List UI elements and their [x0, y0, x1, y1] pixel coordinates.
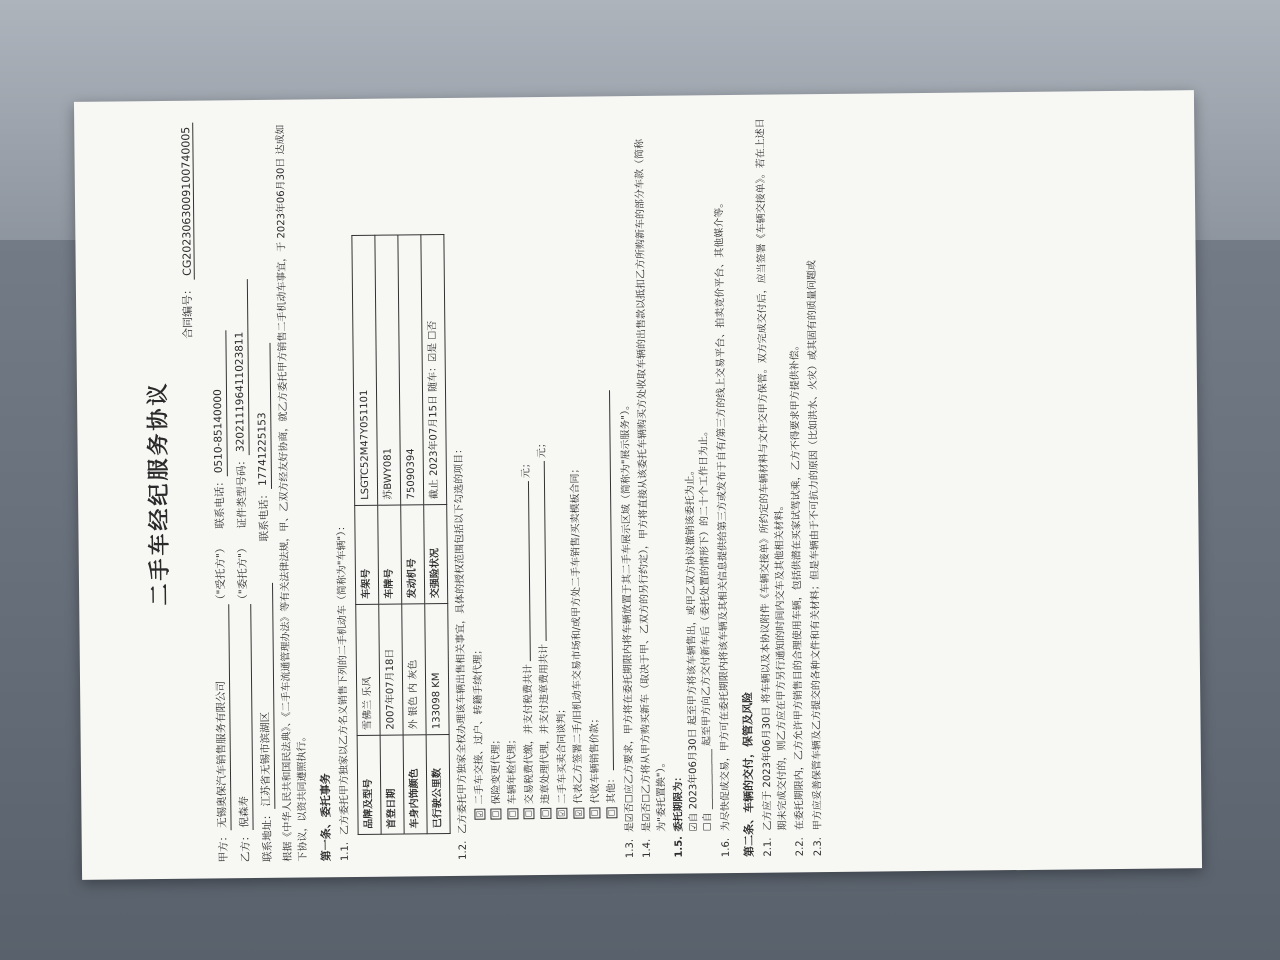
table-cell: 交强险状况 — [424, 504, 448, 603]
party-b-role: （"委托方"） — [236, 542, 250, 605]
party-b-label: 乙方： — [239, 830, 252, 863]
table-cell: 车身内饰颜色 — [403, 735, 427, 834]
clause-2-1 — [755, 116, 792, 856]
clause-number: 2.1. — [763, 837, 775, 857]
yuan-unit: 元； — [520, 458, 532, 479]
blank-line — [528, 481, 531, 661]
contract-paper — [74, 90, 1202, 880]
party-a-label: 甲方： — [217, 830, 230, 863]
party-b-name: 倪森寿 — [235, 605, 254, 831]
clause-text: 是☑否☐应乙方要求，甲方将在委托期限内将车辆放置于其二手车展示区域（简称为"展示服务"）。 — [620, 399, 636, 833]
party-a-row — [208, 122, 232, 862]
table-cell: 外 银色 内 灰色 — [402, 604, 426, 735]
option-label: 其他： — [606, 773, 618, 804]
table-cell: 雪佛兰 乐风 — [356, 604, 380, 735]
table-cell: 车牌号 — [378, 505, 402, 604]
table-cell: 截止 2023年07月15日 随车：☑是 ☐否 — [421, 235, 447, 505]
table-cell: 133098 KM — [425, 603, 449, 734]
blank-line — [609, 390, 614, 770]
table-cell: 75090394 — [398, 235, 424, 505]
option-label: 二手车买卖合同谈判； — [556, 703, 569, 804]
option-label: 保险变更代理； — [490, 734, 503, 805]
clause-text: 在委托期限内，乙方允许甲方销售目的合理使用车辆，包括供潜在买家试驾试乘，乙方不得要求甲方提供补偿。 — [789, 340, 806, 831]
document-title: 二手车经纪服务协议 — [145, 380, 174, 606]
table-row — [421, 235, 450, 834]
contract-number-value: CG20230630091007400​05 — [179, 123, 195, 280]
option-label: 交易税费代缴，并支付税费共计 — [522, 664, 536, 805]
clause-title: 委托期限为： — [673, 771, 686, 832]
party-b-row — [230, 122, 254, 862]
checkbox[interactable]: ☑ — [557, 809, 567, 817]
article-2-title: 第二条、车辆的交付，保管及风险 — [741, 691, 757, 857]
blank-line — [544, 461, 547, 641]
party-a-name: 无锡奥保汽车销售服务有限公司 — [213, 605, 232, 831]
table-cell: 车架号 — [355, 505, 379, 604]
clause-number: 1.1. — [340, 841, 352, 862]
article-1-title: 第一条、委托事务 — [319, 773, 334, 862]
clause-1-5 — [666, 117, 717, 857]
clause-1-1 — [332, 121, 354, 861]
clause-number: 1.5. — [674, 836, 686, 858]
clause-number: 1.2. — [457, 840, 469, 860]
term-option-a: ☑自 2023年06月30日 起至甲方将该车辆售出，或甲乙双方协议撤销该委托为止。 — [684, 465, 700, 832]
contract-number — [178, 123, 202, 863]
clause-text: 为尽快促成交易，甲方可在委托期限内将该车辆及其相关信息提供给第三方或发布于自有/第三方的线上交易平台、拍卖竞价平台、其他媒介等。 — [713, 197, 732, 832]
address-value: 江苏省无锡市滨湖区 — [257, 583, 276, 809]
clause-text: 乙方委托甲方独家以乙方名义销售下列的二手机动车（简称为"车辆"）： — [336, 520, 352, 836]
clause-number: 1.6. — [720, 837, 732, 858]
option-label: 代表乙方签署二手/旧机动车交易市场和/或甲方处二手车销售/买卖模板合同； — [570, 463, 585, 804]
checkbox[interactable]: ☐ — [491, 810, 501, 818]
address-phone-label: 联系电话： — [258, 488, 271, 542]
party-b-id: 320211196411023811 — [232, 279, 250, 455]
party-a-role: （"受托方"） — [214, 542, 228, 605]
checkbox[interactable]: ☐ — [590, 809, 600, 817]
option-label: 违章处理代理，并支付违章费用共计 — [539, 643, 552, 805]
contract-number-label: 合同编号： — [180, 283, 195, 339]
clause-text: 乙方委托甲方独家全权办理该车辆出售相关事宜，具体的授权范围包括以下勾选的项目： — [453, 443, 469, 834]
checkbox[interactable]: ☐ — [541, 809, 551, 818]
table-cell: 发动机号 — [401, 505, 425, 604]
clause-number: 2.2. — [795, 837, 807, 857]
party-a-phone: 0510-85140000 — [210, 330, 228, 476]
clause-text: 甲方应妥善保管车辆及乙方提交的各种文件和有关材料；但是车辆由于不可抗力的原因（比如洪水、火灾）或其固有的质量问题或 — [806, 260, 824, 831]
clause-number: 1.4. — [642, 838, 654, 858]
table-cell: 已行驶公里数 — [426, 734, 450, 833]
clause-number: 2.3. — [812, 836, 824, 857]
vehicle-table — [351, 234, 450, 835]
table-cell: 品牌及型号 — [357, 735, 381, 834]
address-row — [252, 122, 276, 862]
party-a-phone-label: 联系电话： — [213, 476, 227, 529]
option-label: 二手车交接、过户、转籍手续代理； — [473, 644, 486, 805]
clause-text: 是☑否☐乙方将从甲方购买新车（取决于甲、乙双方的另行约定），甲方将直接从该委托车辆购买方处收取车辆的出售款以抵扣乙方所购新车的部分车款（简称为"委托置换"）。 — [634, 138, 668, 832]
yuan-unit: 元； — [536, 437, 549, 459]
checkbox[interactable]: ☐ — [508, 810, 518, 818]
address-label: 联系地址： — [261, 809, 275, 862]
clause-text: 乙方应于 2023年06月30日 将车辆以及本协议附件《车辆交接单》所约定的车辆材料与文件交甲方保管。双方完成交付后，应当签署《车辆交接单》。若在上述日期未完成交付的，则乙方应在甲方另行通知的时间内交车及其他相关材料。 — [755, 118, 789, 831]
option-label: 车辆年检代理； — [507, 734, 519, 805]
contract-sheet — [92, 112, 1180, 863]
checkbox[interactable]: ☑ — [574, 809, 584, 817]
checkbox[interactable]: ☑ — [475, 810, 485, 818]
clause-number: 1.3. — [624, 838, 636, 859]
address-phone: 17741225153 — [255, 343, 273, 489]
table-cell: 首登日期 — [380, 735, 404, 834]
table-cell: 2007年07月18日 — [379, 604, 403, 735]
party-b-id-label: 证件类型号码： — [235, 454, 249, 529]
checkbox[interactable]: ☐ — [524, 810, 534, 818]
preamble: 根据《中华人民共和国民法典》、《二手车流通管理办法》等有关法律法规，甲、乙双方经友好协商，就乙方委托甲方销售二手机动车事宜，于 2023年06月30日 达成如下协议，以资共同遵照执行。 — [275, 124, 309, 862]
term-option-b: ☐自 ____________ 起至甲方向乙方交付新车后（委托处置的情形下）的二十个工作日为止。 — [698, 425, 715, 832]
table-cell: 苏BWY081 — [375, 235, 401, 505]
option-label: 代收车辆销售价款； — [589, 713, 602, 804]
clause-1-4 — [634, 118, 671, 858]
table-cell: LSGTC52M47Y051101 — [352, 235, 378, 505]
checkbox[interactable]: ☐ — [607, 809, 617, 817]
